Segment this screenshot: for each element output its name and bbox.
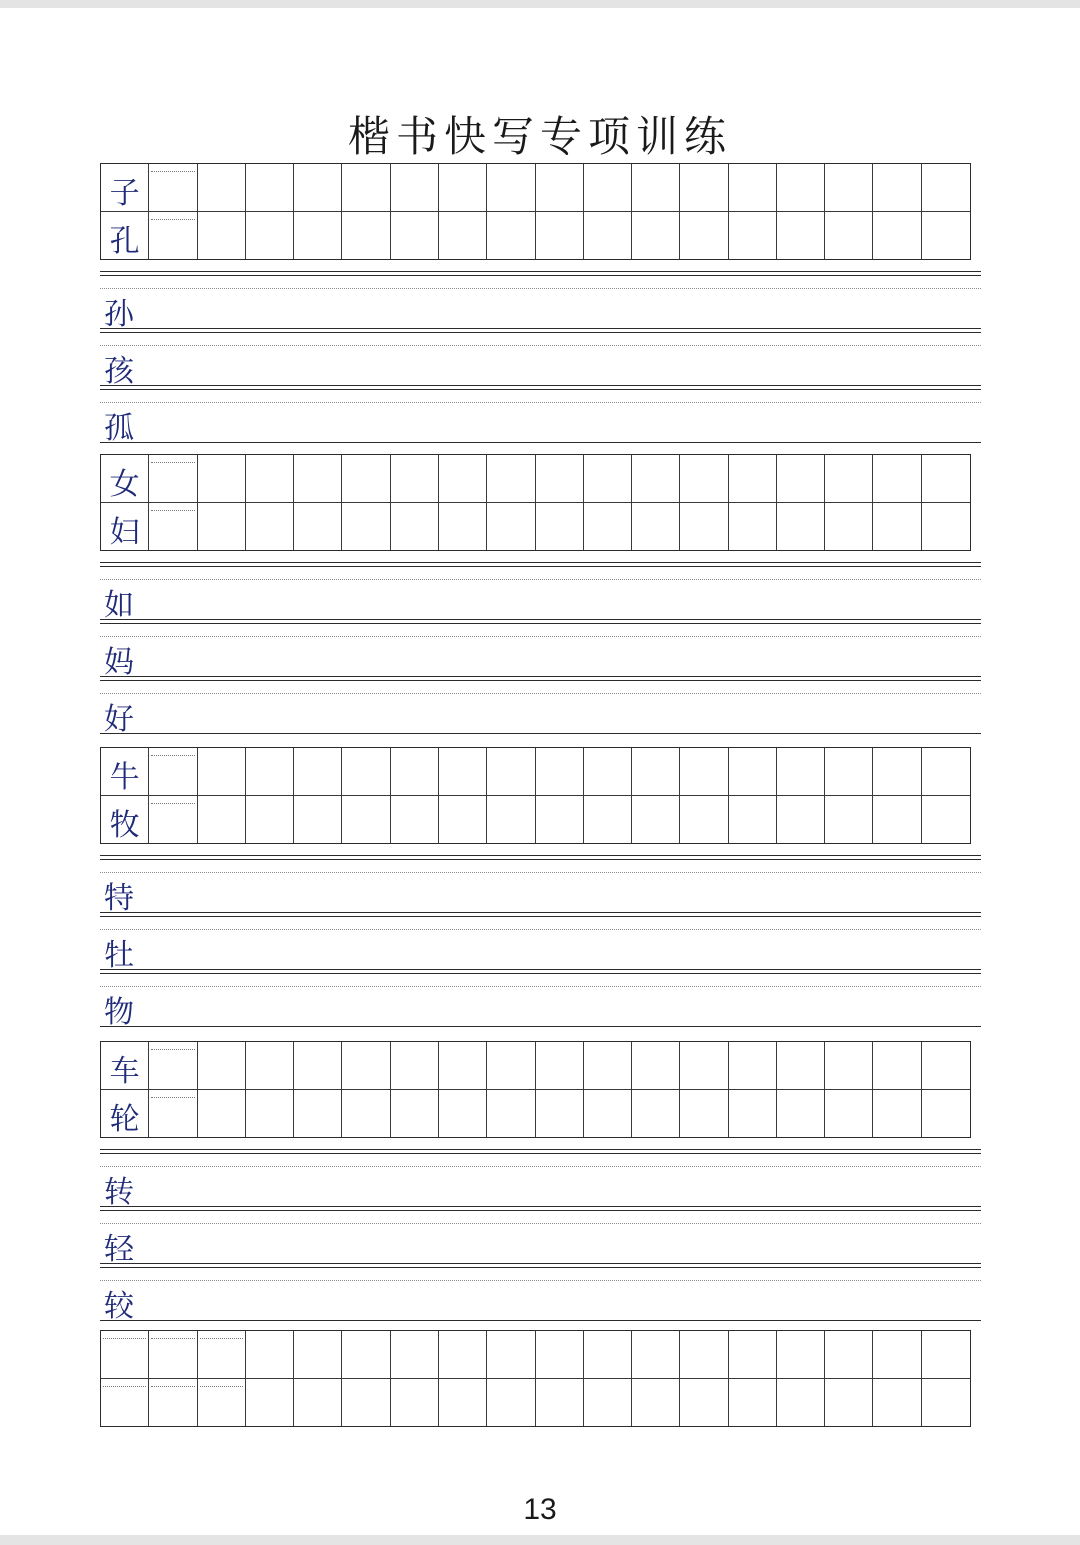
grid-cell[interactable] xyxy=(391,796,439,844)
model-character: 车 xyxy=(109,1054,140,1089)
practice-grid xyxy=(100,747,971,844)
grid-cell[interactable] xyxy=(487,212,535,260)
practice-grid xyxy=(100,163,971,260)
grid-cell[interactable] xyxy=(632,748,680,796)
grid-cell[interactable] xyxy=(342,1331,390,1379)
grid-cell[interactable] xyxy=(149,455,197,503)
model-character: 牛 xyxy=(109,760,140,795)
grid-cell[interactable] xyxy=(391,455,439,503)
grid-cell[interactable] xyxy=(294,1331,342,1379)
grid-cell[interactable] xyxy=(198,748,246,796)
grid-cell[interactable] xyxy=(825,1331,873,1379)
grid-cell[interactable] xyxy=(294,1042,342,1090)
rule-line xyxy=(100,916,981,917)
grid-cell[interactable] xyxy=(584,455,632,503)
grid-cell[interactable] xyxy=(632,796,680,844)
grid-cell[interactable] xyxy=(439,212,487,260)
grid-cell[interactable] xyxy=(922,1379,970,1427)
rule-line xyxy=(100,1206,981,1207)
writing-line-row[interactable] xyxy=(100,969,981,1030)
guide-dotted-line xyxy=(100,288,981,289)
grid-cell[interactable] xyxy=(487,1042,535,1090)
grid-cell[interactable] xyxy=(101,1379,149,1427)
rule-line xyxy=(100,855,981,856)
grid-cell[interactable] xyxy=(342,1379,390,1427)
grid-cell[interactable] xyxy=(873,1090,921,1138)
rule-line xyxy=(100,733,981,734)
grid-cell[interactable] xyxy=(825,1090,873,1138)
grid-cell[interactable] xyxy=(584,503,632,551)
grid-cell[interactable] xyxy=(149,748,197,796)
grid-cell[interactable] xyxy=(536,455,584,503)
grid-cell[interactable] xyxy=(632,164,680,212)
model-character: 转 xyxy=(104,1175,134,1210)
grid-cell[interactable] xyxy=(294,748,342,796)
grid-cell[interactable] xyxy=(584,1090,632,1138)
writing-line-row[interactable] xyxy=(100,619,981,680)
grid-cell[interactable] xyxy=(922,1331,970,1379)
rule-line xyxy=(100,1153,981,1154)
rule-line xyxy=(100,969,981,970)
grid-cell[interactable] xyxy=(439,503,487,551)
rule-line xyxy=(100,1026,981,1027)
grid-cell[interactable] xyxy=(198,1331,246,1379)
grid-cell[interactable] xyxy=(101,796,149,844)
rule-line xyxy=(100,1320,981,1321)
grid-cell[interactable] xyxy=(246,1331,294,1379)
grid-cell[interactable] xyxy=(246,212,294,260)
grid-cell[interactable] xyxy=(777,164,825,212)
grid-cell[interactable] xyxy=(487,1090,535,1138)
grid-cell[interactable] xyxy=(777,748,825,796)
model-character: 轮 xyxy=(109,1101,140,1137)
grid-cell[interactable] xyxy=(487,455,535,503)
grid-cell[interactable] xyxy=(342,503,390,551)
grid-cell[interactable] xyxy=(825,1042,873,1090)
grid-cell[interactable] xyxy=(439,455,487,503)
writing-line-row[interactable] xyxy=(100,271,981,332)
rule-line xyxy=(100,619,981,620)
grid-cell[interactable] xyxy=(729,164,777,212)
grid-cell[interactable] xyxy=(873,503,921,551)
guide-dotted-line xyxy=(100,402,981,403)
grid-cell[interactable] xyxy=(101,212,149,260)
model-character: 孩 xyxy=(104,354,134,389)
grid-cell[interactable] xyxy=(536,748,584,796)
rule-line xyxy=(100,385,981,386)
grid-cell[interactable] xyxy=(487,503,535,551)
grid-cell[interactable] xyxy=(777,1042,825,1090)
grid-cell[interactable] xyxy=(439,748,487,796)
guide-dotted-line xyxy=(100,929,981,930)
model-character: 孙 xyxy=(104,297,134,332)
writing-line-row[interactable] xyxy=(100,1263,981,1324)
grid-cell[interactable] xyxy=(680,1379,728,1427)
grid-cell[interactable] xyxy=(342,1090,390,1138)
model-character: 妇 xyxy=(109,514,140,550)
grid-cell[interactable] xyxy=(198,1042,246,1090)
rule-line xyxy=(100,562,981,563)
rule-line xyxy=(100,442,981,443)
guide-dotted-line xyxy=(100,345,981,346)
grid-cell[interactable] xyxy=(729,1042,777,1090)
grid-cell[interactable] xyxy=(294,164,342,212)
grid-cell[interactable] xyxy=(342,212,390,260)
model-character: 物 xyxy=(104,995,134,1030)
grid-cell[interactable] xyxy=(922,796,970,844)
grid-cell[interactable] xyxy=(198,455,246,503)
guide-dotted-line xyxy=(100,693,981,694)
grid-cell[interactable] xyxy=(101,1042,149,1090)
grid-cell[interactable] xyxy=(342,796,390,844)
grid-cell[interactable] xyxy=(246,1379,294,1427)
grid-cell[interactable] xyxy=(729,796,777,844)
grid-cell[interactable] xyxy=(873,1042,921,1090)
rule-line xyxy=(100,859,981,860)
grid-cell[interactable] xyxy=(825,455,873,503)
writing-line-row[interactable] xyxy=(100,562,981,623)
grid-cell[interactable] xyxy=(536,164,584,212)
grid-cell[interactable] xyxy=(342,748,390,796)
grid-cell[interactable] xyxy=(729,503,777,551)
grid-cell[interactable] xyxy=(632,503,680,551)
guide-dotted-line xyxy=(100,1166,981,1167)
grid-cell[interactable] xyxy=(391,1331,439,1379)
grid-cell[interactable] xyxy=(584,212,632,260)
guide-dotted-line xyxy=(100,579,981,580)
rule-line xyxy=(100,912,981,913)
grid-cell[interactable] xyxy=(584,1379,632,1427)
model-character: 轻 xyxy=(104,1232,134,1267)
grid-cell[interactable] xyxy=(873,796,921,844)
grid-cell[interactable] xyxy=(584,1331,632,1379)
grid-cell[interactable] xyxy=(632,455,680,503)
grid-cell[interactable] xyxy=(342,1042,390,1090)
grid-cell[interactable] xyxy=(536,212,584,260)
grid-cell[interactable] xyxy=(729,748,777,796)
grid-cell[interactable] xyxy=(680,1090,728,1138)
model-character: 如 xyxy=(104,588,134,623)
grid-cell[interactable] xyxy=(101,455,149,503)
grid-cell[interactable] xyxy=(873,455,921,503)
grid-cell[interactable] xyxy=(825,1379,873,1427)
grid-cell[interactable] xyxy=(873,212,921,260)
grid-cell[interactable] xyxy=(680,455,728,503)
grid-cell[interactable] xyxy=(246,164,294,212)
grid-cell[interactable] xyxy=(777,455,825,503)
grid-cell[interactable] xyxy=(777,1090,825,1138)
grid-cell[interactable] xyxy=(536,503,584,551)
grid-cell[interactable] xyxy=(680,748,728,796)
grid-cell[interactable] xyxy=(391,212,439,260)
grid-cell[interactable] xyxy=(439,164,487,212)
worksheet-page xyxy=(0,8,1080,1535)
writing-line-row[interactable] xyxy=(100,855,981,916)
practice-grid xyxy=(100,1041,971,1138)
grid-cell[interactable] xyxy=(584,1042,632,1090)
writing-line-row[interactable] xyxy=(100,1206,981,1267)
grid-cell[interactable] xyxy=(777,212,825,260)
grid-cell[interactable] xyxy=(391,1379,439,1427)
grid-cell[interactable] xyxy=(391,1042,439,1090)
page-number: 13 xyxy=(523,1493,557,1526)
grid-cell[interactable] xyxy=(922,455,970,503)
guide-dotted-line xyxy=(100,872,981,873)
practice-grid xyxy=(100,1330,971,1427)
grid-cell[interactable] xyxy=(680,503,728,551)
grid-cell[interactable] xyxy=(487,1331,535,1379)
grid-cell[interactable] xyxy=(487,164,535,212)
model-character: 牧 xyxy=(109,807,140,843)
rule-line xyxy=(100,623,981,624)
grid-cell[interactable] xyxy=(680,1331,728,1379)
grid-cell[interactable] xyxy=(922,1042,970,1090)
grid-cell[interactable] xyxy=(680,1042,728,1090)
grid-cell[interactable] xyxy=(777,1379,825,1427)
rule-line xyxy=(100,328,981,329)
writing-line-row[interactable] xyxy=(100,912,981,973)
grid-cell[interactable] xyxy=(922,748,970,796)
grid-cell[interactable] xyxy=(680,212,728,260)
grid-cell[interactable] xyxy=(487,1379,535,1427)
grid-cell[interactable] xyxy=(101,1331,149,1379)
grid-cell[interactable] xyxy=(922,503,970,551)
rule-line xyxy=(100,389,981,390)
grid-cell[interactable] xyxy=(246,1090,294,1138)
grid-cell[interactable] xyxy=(536,796,584,844)
guide-dotted-line xyxy=(100,1223,981,1224)
grid-cell[interactable] xyxy=(439,1042,487,1090)
model-character: 子 xyxy=(109,176,140,211)
grid-cell[interactable] xyxy=(536,1331,584,1379)
page-title: 楷书快写专项训练 xyxy=(347,112,732,161)
grid-cell[interactable] xyxy=(198,164,246,212)
grid-cell[interactable] xyxy=(246,748,294,796)
grid-cell[interactable] xyxy=(391,1090,439,1138)
grid-cell[interactable] xyxy=(101,164,149,212)
grid-cell[interactable] xyxy=(198,503,246,551)
rule-line xyxy=(100,973,981,974)
grid-cell[interactable] xyxy=(342,455,390,503)
grid-cell[interactable] xyxy=(391,748,439,796)
grid-cell[interactable] xyxy=(584,748,632,796)
grid-cell[interactable] xyxy=(391,503,439,551)
grid-cell[interactable] xyxy=(632,1379,680,1427)
grid-cell[interactable] xyxy=(584,796,632,844)
model-character: 妈 xyxy=(104,645,134,680)
grid-cell[interactable] xyxy=(729,1379,777,1427)
model-character: 女 xyxy=(109,467,140,502)
grid-cell[interactable] xyxy=(873,164,921,212)
grid-cell[interactable] xyxy=(632,212,680,260)
writing-line-row[interactable] xyxy=(100,328,981,389)
grid-cell[interactable] xyxy=(487,748,535,796)
grid-cell[interactable] xyxy=(777,503,825,551)
grid-cell[interactable] xyxy=(536,1042,584,1090)
grid-cell[interactable] xyxy=(198,1090,246,1138)
grid-cell[interactable] xyxy=(632,1331,680,1379)
rule-line xyxy=(100,566,981,567)
grid-cell[interactable] xyxy=(101,503,149,551)
grid-cell[interactable] xyxy=(149,1331,197,1379)
rule-line xyxy=(100,1210,981,1211)
grid-cell[interactable] xyxy=(149,212,197,260)
rule-line xyxy=(100,680,981,681)
grid-cell[interactable] xyxy=(632,1042,680,1090)
grid-cell[interactable] xyxy=(922,164,970,212)
guide-dotted-line xyxy=(100,986,981,987)
grid-cell[interactable] xyxy=(198,212,246,260)
guide-dotted-line xyxy=(100,1280,981,1281)
grid-cell[interactable] xyxy=(391,164,439,212)
grid-cell[interactable] xyxy=(680,164,728,212)
grid-cell[interactable] xyxy=(294,796,342,844)
grid-cell[interactable] xyxy=(294,1090,342,1138)
grid-cell[interactable] xyxy=(149,503,197,551)
grid-cell[interactable] xyxy=(149,1379,197,1427)
grid-cell[interactable] xyxy=(246,1042,294,1090)
grid-cell[interactable] xyxy=(825,212,873,260)
grid-cell[interactable] xyxy=(825,503,873,551)
grid-cell[interactable] xyxy=(198,1379,246,1427)
model-character: 好 xyxy=(104,702,134,737)
grid-cell[interactable] xyxy=(246,455,294,503)
grid-cell[interactable] xyxy=(149,164,197,212)
grid-cell[interactable] xyxy=(487,796,535,844)
grid-cell[interactable] xyxy=(825,748,873,796)
grid-cell[interactable] xyxy=(439,1090,487,1138)
model-character: 较 xyxy=(104,1289,134,1324)
grid-cell[interactable] xyxy=(680,796,728,844)
model-character: 牡 xyxy=(104,938,134,973)
grid-cell[interactable] xyxy=(149,1042,197,1090)
grid-cell[interactable] xyxy=(342,164,390,212)
grid-cell[interactable] xyxy=(729,212,777,260)
grid-cell[interactable] xyxy=(439,1331,487,1379)
grid-cell[interactable] xyxy=(198,796,246,844)
grid-cell[interactable] xyxy=(729,1331,777,1379)
grid-cell[interactable] xyxy=(439,1379,487,1427)
grid-cell[interactable] xyxy=(873,1379,921,1427)
writing-line-row[interactable] xyxy=(100,385,981,446)
grid-cell[interactable] xyxy=(536,1090,584,1138)
rule-line xyxy=(100,332,981,333)
grid-cell[interactable] xyxy=(777,796,825,844)
grid-cell[interactable] xyxy=(825,164,873,212)
grid-cell[interactable] xyxy=(439,796,487,844)
grid-cell[interactable] xyxy=(294,212,342,260)
grid-cell[interactable] xyxy=(632,1090,680,1138)
grid-cell[interactable] xyxy=(729,455,777,503)
rule-line xyxy=(100,676,981,677)
grid-cell[interactable] xyxy=(922,1090,970,1138)
rule-line xyxy=(100,1263,981,1264)
model-character: 孤 xyxy=(104,411,134,446)
grid-cell[interactable] xyxy=(873,1331,921,1379)
rule-line xyxy=(100,275,981,276)
model-character: 孔 xyxy=(109,223,140,259)
grid-cell[interactable] xyxy=(294,455,342,503)
grid-cell[interactable] xyxy=(101,1090,149,1138)
rule-line xyxy=(100,1267,981,1268)
writing-line-row[interactable] xyxy=(100,676,981,737)
grid-cell[interactable] xyxy=(294,503,342,551)
grid-cell[interactable] xyxy=(101,748,149,796)
rule-line xyxy=(100,271,981,272)
grid-cell[interactable] xyxy=(729,1090,777,1138)
grid-cell[interactable] xyxy=(922,212,970,260)
grid-cell[interactable] xyxy=(825,796,873,844)
model-character: 特 xyxy=(104,881,134,916)
grid-cell[interactable] xyxy=(149,1090,197,1138)
grid-cell[interactable] xyxy=(149,796,197,844)
grid-cell[interactable] xyxy=(536,1379,584,1427)
writing-line-row[interactable] xyxy=(100,1149,981,1210)
grid-cell[interactable] xyxy=(873,748,921,796)
grid-cell[interactable] xyxy=(294,1379,342,1427)
grid-cell[interactable] xyxy=(584,164,632,212)
grid-cell[interactable] xyxy=(777,1331,825,1379)
practice-grid xyxy=(100,454,971,551)
rule-line xyxy=(100,1149,981,1150)
grid-cell[interactable] xyxy=(246,796,294,844)
grid-cell[interactable] xyxy=(246,503,294,551)
guide-dotted-line xyxy=(100,636,981,637)
